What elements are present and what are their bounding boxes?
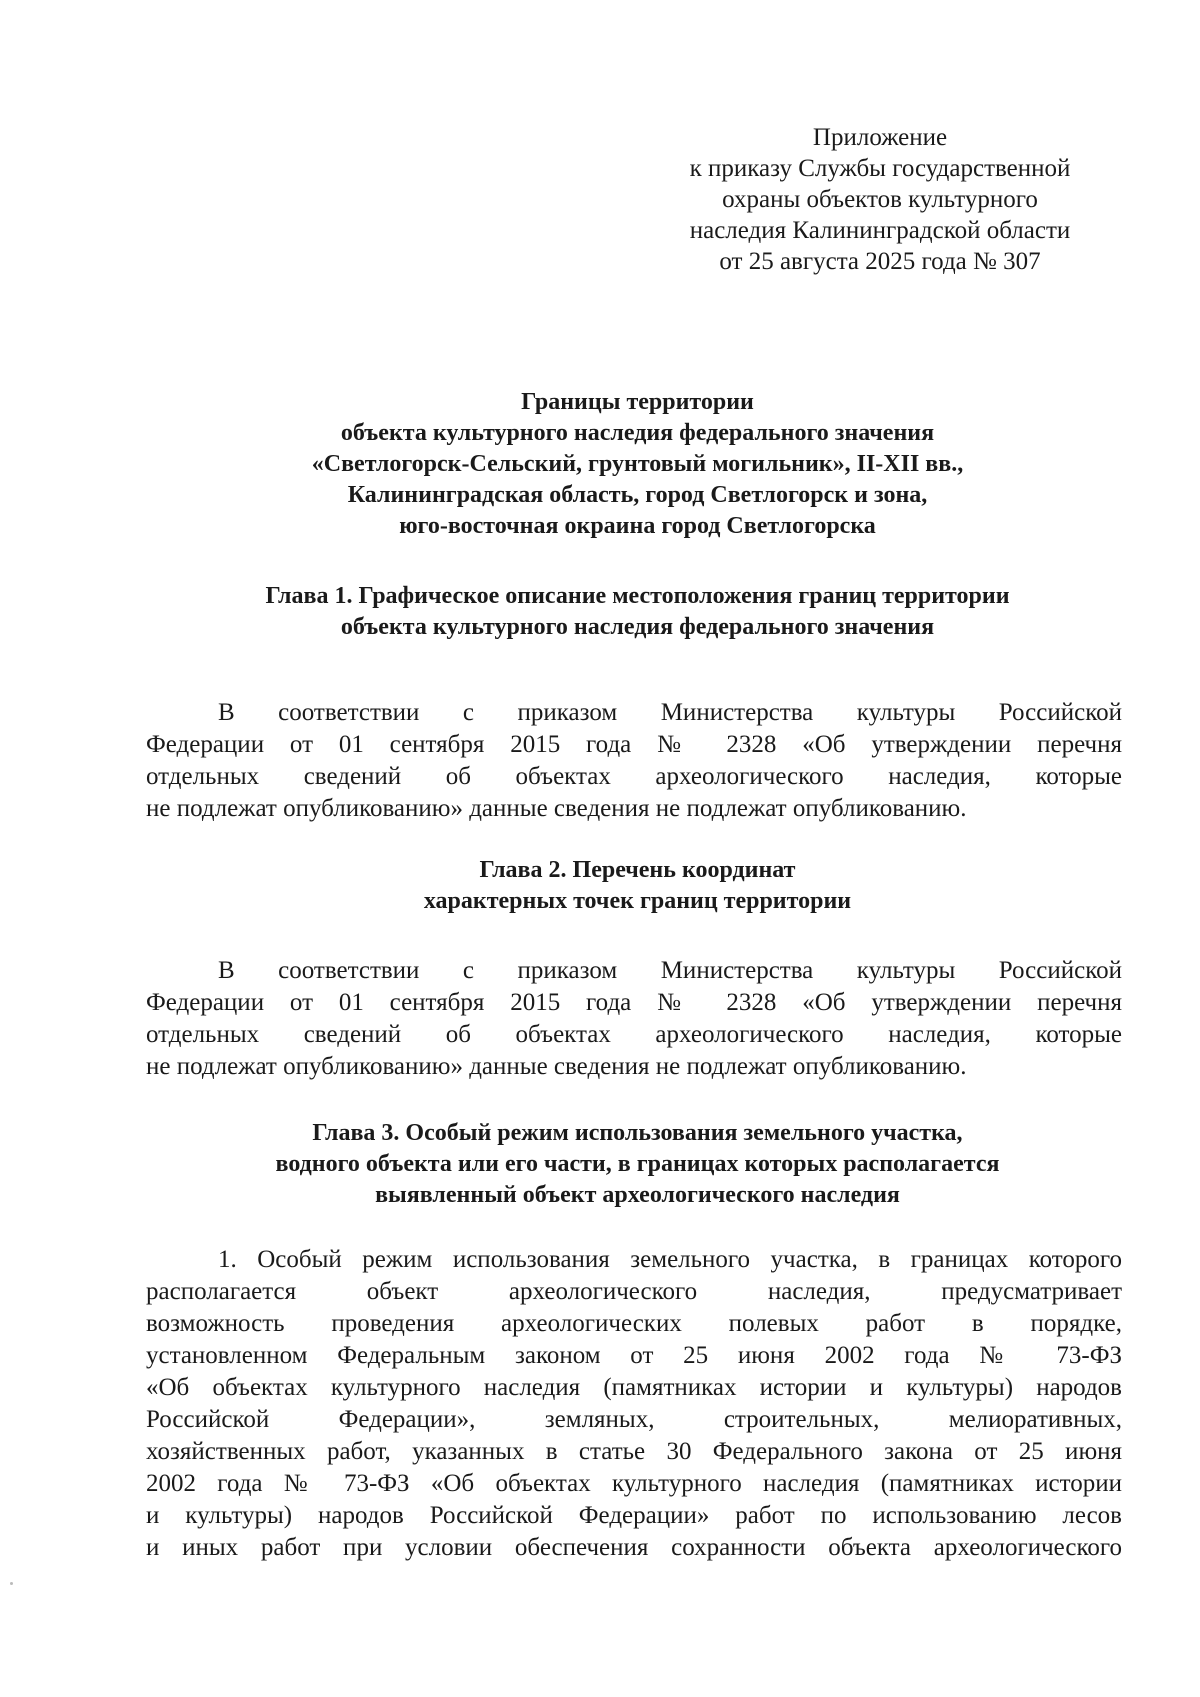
- paragraph-line: и культуры) народов Российской Федерации» работ по использованию лесов: [146, 1502, 1122, 1529]
- document-title-line: Границы территории: [521, 389, 754, 415]
- chapter-2-paragraph: [146, 955, 1122, 1083]
- chapter-title-line: Глава 3. Особый режим использования земельного участка,: [312, 1120, 963, 1146]
- appendix-line: к приказу Службы государственной: [689, 155, 1071, 182]
- paragraph-line: не подлежат опубликованию» данные сведения не подлежат опубликованию.: [146, 1053, 967, 1080]
- chapter-title-line: Глава 1. Графическое описание местоположения границ территории: [265, 583, 1010, 609]
- chapter-2-title: [145, 855, 1130, 917]
- document-title-line: Калининградская область, город Светлогорск и зона,: [347, 482, 928, 508]
- chapter-title-line: объекта культурного наследия федерального значения: [340, 614, 935, 640]
- chapter-title-line: характерных точек границ территории: [423, 888, 852, 914]
- appendix-line: охраны объектов культурного: [722, 186, 1038, 213]
- paragraph-line: не подлежат опубликованию» данные сведения не подлежат опубликованию.: [146, 795, 967, 822]
- document-title-line: «Светлогорск-Сельский, грунтовый могильник», II-XII вв.,: [311, 451, 964, 477]
- paragraph-line: В соответствии с приказом Министерства культуры Российской: [218, 699, 1122, 726]
- scan-speck: [10, 1582, 13, 1585]
- paragraph-line: Федерации от 01 сентября 2015 года № 2328 «Об утверждении перечня: [146, 989, 1122, 1016]
- paragraph-line: хозяйственных работ, указанных в статье 30 Федерального закона от 25 июня: [146, 1438, 1122, 1465]
- chapter-1-title: [145, 581, 1130, 643]
- chapter-1-paragraph: [146, 697, 1122, 825]
- chapter-3-title: [145, 1118, 1130, 1211]
- chapter-title-line: Глава 2. Перечень координат: [479, 857, 796, 883]
- document-title: [145, 387, 1130, 542]
- appendix-line: Приложение: [812, 124, 948, 151]
- chapter-title-line: водного объекта или его части, в границах которых располагается: [275, 1151, 1000, 1177]
- document-title-line: объекта культурного наследия федерального значения: [340, 420, 935, 446]
- paragraph-line: В соответствии с приказом Министерства культуры Российской: [218, 957, 1122, 984]
- appendix-line: наследия Калининградской области: [689, 217, 1071, 244]
- appendix-header: [640, 122, 1120, 277]
- paragraph-line: Российской Федерации», земляных, строительных, мелиоративных,: [146, 1406, 1122, 1433]
- appendix-line: от 25 августа 2025 года № 307: [719, 248, 1041, 275]
- document-title-line: юго-восточная окраина город Светлогорска: [399, 513, 876, 539]
- paragraph-line: возможность проведения археологических полевых работ в порядке,: [146, 1310, 1122, 1337]
- paragraph-line: Федерации от 01 сентября 2015 года № 2328 «Об утверждении перечня: [146, 731, 1122, 758]
- chapter-3-paragraph: [146, 1244, 1122, 1564]
- paragraph-line: 1. Особый режим использования земельного участка, в границах которого: [218, 1246, 1122, 1273]
- paragraph-line: «Об объектах культурного наследия (памятниках истории и культуры) народов: [146, 1374, 1122, 1401]
- chapter-title-line: выявленный объект археологического наследия: [375, 1182, 900, 1208]
- paragraph-line: установленном Федеральным законом от 25 июня 2002 года № 73-ФЗ: [146, 1342, 1122, 1369]
- paragraph-line: отдельных сведений об объектах археологического наследия, которые: [146, 1021, 1122, 1048]
- paragraph-line: и иных работ при условии обеспечения сохранности объекта археологического: [146, 1534, 1122, 1561]
- paragraph-line: 2002 года № 73-ФЗ «Об объектах культурного наследия (памятниках истории: [146, 1470, 1122, 1497]
- paragraph-line: отдельных сведений об объектах археологического наследия, которые: [146, 763, 1122, 790]
- paragraph-line: располагается объект археологического наследия, предусматривает: [146, 1278, 1122, 1305]
